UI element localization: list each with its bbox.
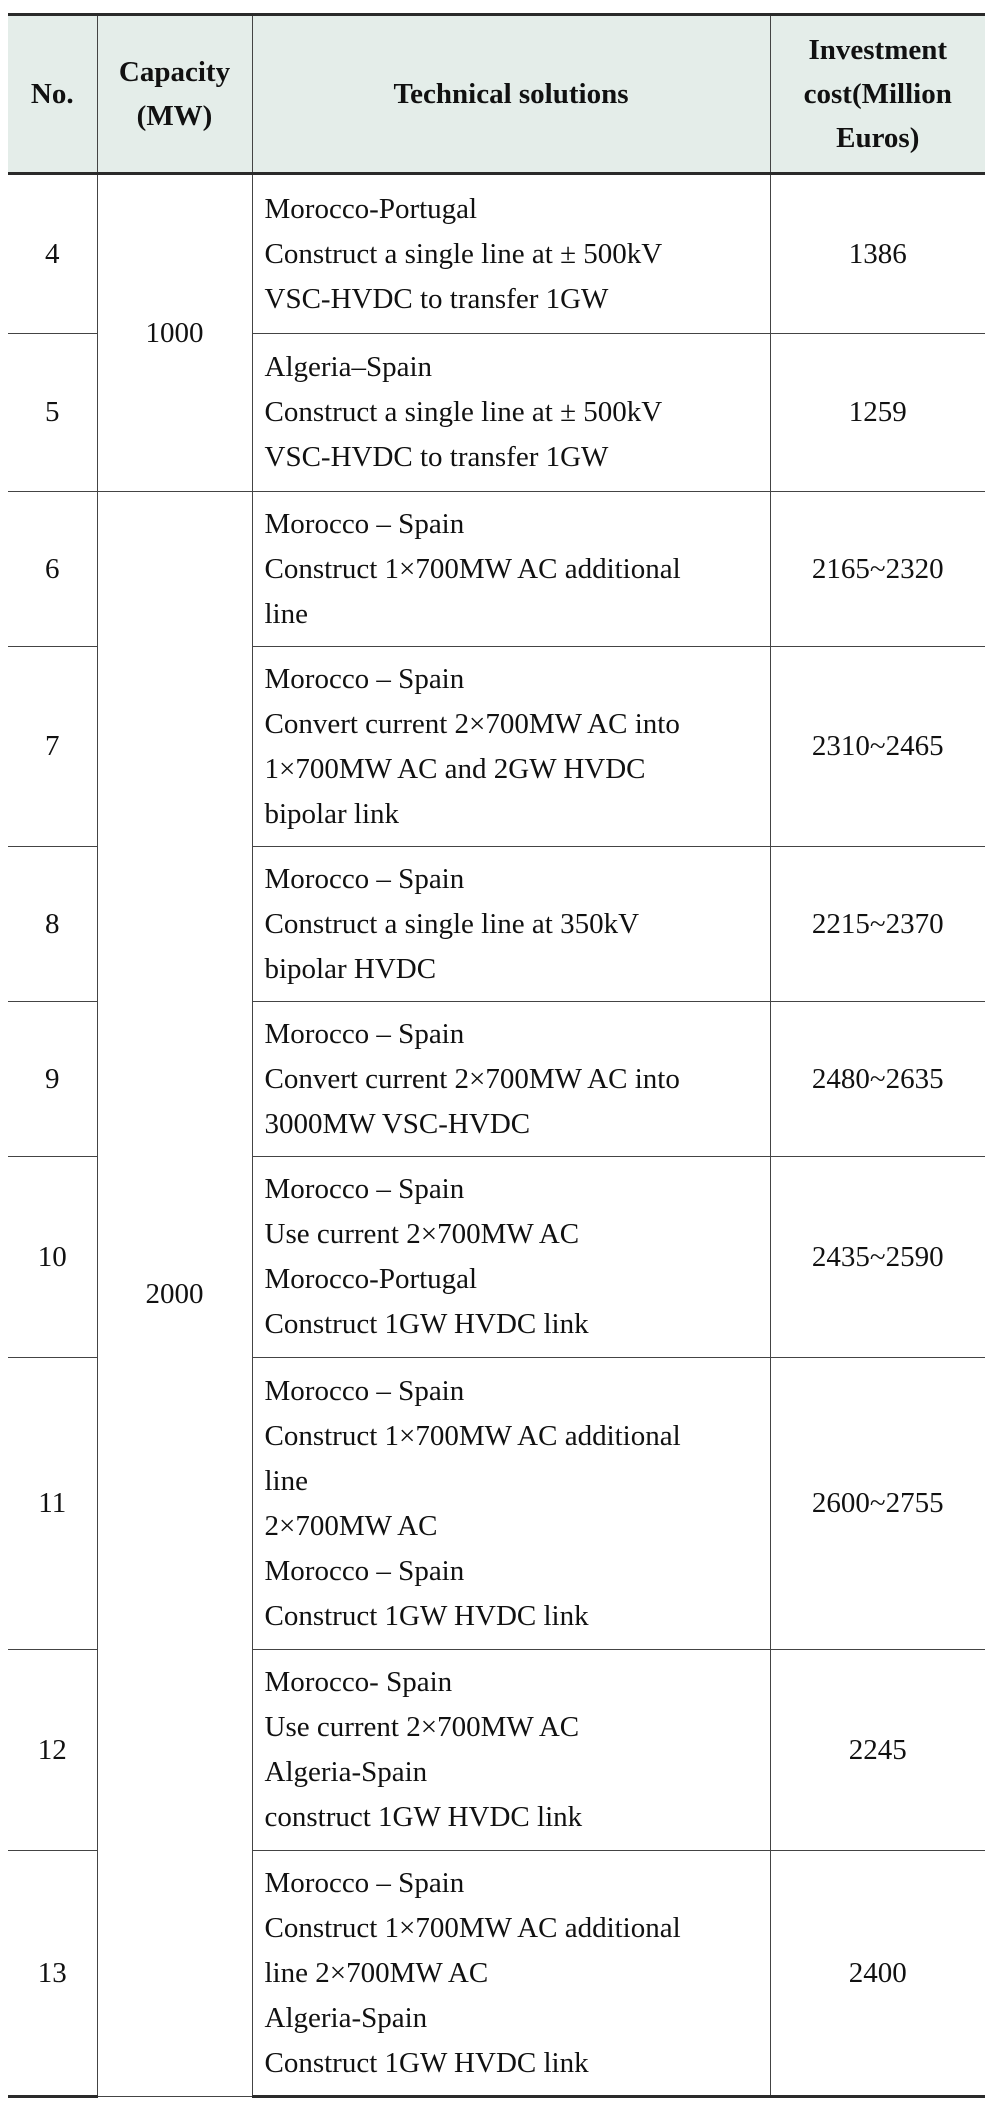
- header-cost: [770, 15, 985, 174]
- solution-line: Morocco – Spain: [264, 862, 465, 895]
- investment-cost-cell: 2310~2465: [770, 647, 985, 847]
- solution-line: 1×700MW AC and 2GW HVDC: [264, 752, 646, 785]
- solution-line: Algeria-Spain: [264, 1756, 428, 1788]
- technical-solution-cell: [252, 174, 770, 334]
- capacity-cell: 1000: [97, 174, 252, 492]
- header-capacity-line: Capacity: [118, 56, 231, 88]
- investment-cost-cell: 2435~2590: [770, 1157, 985, 1358]
- technical-solution-cell: [252, 847, 770, 1002]
- technical-solution-cell: [252, 492, 770, 647]
- row-number: 6: [8, 492, 97, 647]
- solution-line: Construct 1GW HVDC link: [264, 1308, 589, 1340]
- solution-line: Construct 1×700MW AC additional: [264, 1911, 681, 1944]
- solution-line: Use current 2×700MW AC: [264, 1711, 580, 1743]
- row-number: 8: [8, 847, 97, 1002]
- header-capacity-line: (MW): [136, 100, 213, 132]
- solution-line: Use current 2×700MW AC: [264, 1218, 580, 1250]
- solution-line: Morocco – Spain: [264, 507, 465, 540]
- solution-line: Algeria–Spain: [264, 351, 433, 383]
- solution-line: 3000MW VSC-HVDC: [264, 1107, 531, 1140]
- row-number: 12: [8, 1650, 97, 1851]
- header-tech: Technical solutions: [252, 15, 770, 174]
- investment-cost-cell: 1386: [770, 174, 985, 334]
- solution-line: 2×700MW AC: [264, 1509, 438, 1542]
- row-number: 13: [8, 1851, 97, 2097]
- technical-solution-cell: [252, 334, 770, 492]
- solution-line: Construct 1GW HVDC link: [264, 2046, 589, 2079]
- technical-solution-cell: [252, 1358, 770, 1650]
- header-row: [8, 15, 985, 174]
- investment-cost-cell: 2400: [770, 1851, 985, 2097]
- solution-line: Construct a single line at 350kV: [264, 907, 640, 940]
- solution-line: Construct 1×700MW AC additional: [264, 552, 681, 585]
- table-container: [8, 13, 985, 2098]
- solution-line: Morocco – Spain: [264, 1866, 465, 1899]
- solution-line: Convert current 2×700MW AC into: [264, 707, 680, 740]
- table-row: [8, 174, 985, 334]
- solution-line: line: [264, 597, 308, 630]
- row-number: 4: [8, 174, 97, 334]
- row-number: 11: [8, 1358, 97, 1650]
- technical-solution-cell: [252, 647, 770, 847]
- row-number: 10: [8, 1157, 97, 1358]
- solution-line: Construct 1GW HVDC link: [264, 1599, 589, 1632]
- solution-line: bipolar HVDC: [264, 952, 437, 985]
- row-number: 5: [8, 334, 97, 492]
- technical-solution-cell: [252, 1157, 770, 1358]
- header-cost-line: cost(Million: [803, 78, 952, 110]
- header-cost-line: Investment: [808, 34, 948, 66]
- solution-line: construct 1GW HVDC link: [264, 1801, 583, 1833]
- investment-cost-cell: 2215~2370: [770, 847, 985, 1002]
- solution-line: VSC-HVDC to transfer 1GW: [264, 282, 609, 315]
- solution-line: Morocco – Spain: [264, 1554, 465, 1587]
- solution-line: VSC-HVDC to transfer 1GW: [264, 441, 609, 473]
- row-number: 9: [8, 1002, 97, 1157]
- solution-line: Morocco-Portugal: [264, 1263, 478, 1295]
- solution-line: Algeria-Spain: [264, 2001, 428, 2034]
- solution-line: Morocco – Spain: [264, 1017, 465, 1050]
- solution-line: line: [264, 1464, 308, 1497]
- investment-cost-cell: 1259: [770, 334, 985, 492]
- header-no: No.: [8, 15, 97, 174]
- header-capacity: [97, 15, 252, 174]
- technical-solution-cell: [252, 1851, 770, 2097]
- solution-line: line 2×700MW AC: [264, 1956, 489, 1989]
- solution-line: Morocco-Portugal: [264, 192, 478, 225]
- capacity-cell: 2000: [97, 492, 252, 2097]
- solution-line: Convert current 2×700MW AC into: [264, 1062, 680, 1095]
- solution-line: bipolar link: [264, 797, 400, 830]
- technical-solution-cell: [252, 1002, 770, 1157]
- technical-solution-cell: [252, 1650, 770, 1851]
- solution-line: Construct a single line at ± 500kV: [264, 396, 663, 428]
- investment-cost-cell: 2245: [770, 1650, 985, 1851]
- investment-cost-cell: 2165~2320: [770, 492, 985, 647]
- solution-line: Morocco – Spain: [264, 662, 465, 695]
- investment-cost-cell: 2480~2635: [770, 1002, 985, 1157]
- header-cost-line: Euros): [836, 122, 920, 154]
- solution-line: Morocco – Spain: [264, 1374, 465, 1407]
- solution-line: Construct 1×700MW AC additional: [264, 1419, 681, 1452]
- table-row: [8, 492, 985, 647]
- solution-line: Morocco – Spain: [264, 1173, 465, 1205]
- investment-table: [8, 13, 985, 2098]
- table-body: [8, 174, 985, 2097]
- investment-cost-cell: 2600~2755: [770, 1358, 985, 1650]
- table-header: [8, 15, 985, 174]
- row-number: 7: [8, 647, 97, 847]
- solution-line: Morocco- Spain: [264, 1666, 453, 1698]
- solution-line: Construct a single line at ± 500kV: [264, 237, 663, 270]
